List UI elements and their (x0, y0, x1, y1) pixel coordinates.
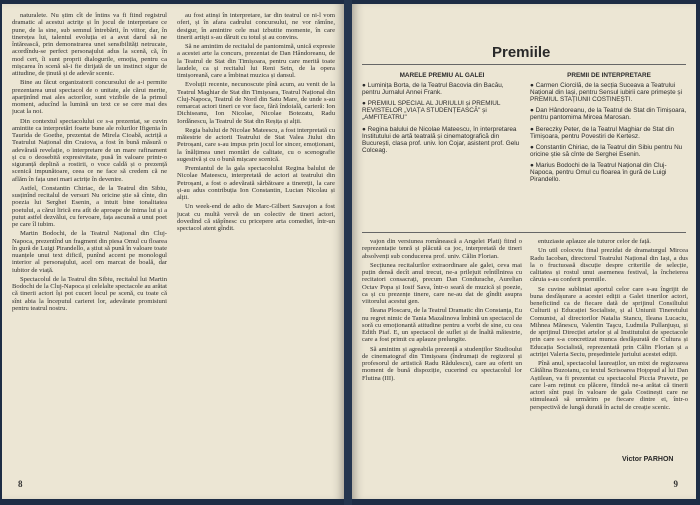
paragraph: Evoluții recente, necunoscute pînă acum, au venit de la Teatrul Maghiar de Stat din Timișoara, Teatrul Național din Cluj-Napoca, Teatrul de Nord din Satu Mare, de unde s-au remarcat actori tineri ce vor face, fără îndoială, carieră: Ion Dichiseanu, Ion Nicolae, Nicolae Botezatu, Radu Iordănescu, la Teatrul de Stat din Reșița și alții. (177, 81, 335, 125)
paragraph: Din contextul spectacolului ce s-a prezentat, se cuvin amintite ca interpretări foarte bune ale rolurilor Ifigenia în Taurida de Goethe, prezentat de Mirela Cioabă, actriță a Teatrului Național din Craiova, a fost în bună măsură o adevărată revelație, o interpretare de un mare rafinament și cu o deosebită expresivitate, pusă în valoare printr-o siguranță deplină a rostirii, o voce caldă și o prezență scenică impunătoare, ceea ce ne face să credem că ne aflăm în fața unei mari actrițe în devenire. (12, 117, 167, 183)
award-item: ● Bereczky Peter, de la Teatrul Maghiar de Stat din Timișoara, pentru Povestiri de Kertesz. (530, 125, 675, 140)
paragraph: Se cuvine subliniat aportul celor care s-au îngrijit de buna desfășurare a acestei ediții a Galei tinerilor actori, beneficiind ca de fiecare dată de sprijinul Consiliului Culturii și Educației Socialiste, și al Uniunii Tineretului Comunist, al directorilor Natalia Stancu, Ileana Lucaciu, Mihnea Mănescu, Valentin Taşcu, Ludmila Pullanjușu, și de sprijinul Direcției artelor și al Institutului de spectacole prin care s-a concretizat munca desfășurată de Cultura și Educația Socialistă, reprezentată prin Călin Florian și a actriței Valeria Seciu, președintele juriului acestei ediții. (530, 285, 688, 358)
bullet-icon: ● (530, 107, 536, 115)
award-item: ● Marius Bodochi de la Teatrul Național din Cluj-Napoca, pentru Omul cu floarea în gură de Luigi Pirandello. (530, 161, 667, 184)
paragraph: Secțiunea recitalurilor extraordinare ale galei, ceva mai puțin densă decît anul trecut, ne-a prilejuit reîntîlnirea cu recitatori consacrați, precum Dan Condurache, Aurelian Octav Popa și Iosif Sava, într-o seară de muzică și poezie, ca și cu prezențe tinere, care ne-au dat de gîndit asupra viitorului acestui gen. (362, 261, 522, 305)
paragraph: Să ne amintim de recitalul de pantomimă, unică expresie a acestei arte la concurs, prezentat de Dan Hândoreanu, de la Teatrul de Stat din Timișoara, pentru care merită toate laudele, ca și recitalul lui Reni Sein, de la opera timișoreană, care a îmbinat muzica și dansul. (177, 43, 335, 79)
award-item: ● PREMIUL SPECIAL AL JURIULUI și PREMIUL REVISTELOR „VIAȚA STUDENȚEASCĂ" și „AMFITEATRU" (362, 100, 501, 122)
award-item: ● Regina balului de Nicolae Mateescu, în interpretarea Institutului de artă teatrală și cinematografică din București, clasa prof. univ. Ion Cojar, asistent prof. Gelu Colceag. (362, 125, 520, 154)
paragraph: Pînă anul, spectacolul laureaților, un mixt de regizoarea Cătălina Buzoianu, cu textul Scrisoarea Hoţopud al lui Dan Aștilean, va fi prezentat cu spectacolul Piccia Pravetz, pe care l-am reținut cu plăcere, fiindcă ne-a arătat că tinerii actori sînt puși în valoare de gala Costinești care ne stimulează să urmărim pe fiecare dintre ei, într-o perspectivă de lungă durată în actul de creație scenic. (530, 360, 688, 411)
bullet-icon: ● (362, 125, 368, 133)
paragraph: Premiantul de la gala spectacolului Regina balului de Nicolae Mateescu, interpretată de actori ai teatrului din Petroșani, a fost o adevărată sărbătoare a tinereții, la care și-au adus contribuția Ion Constantin, Lucian Nicolau și alții. (177, 165, 335, 201)
right-page (352, 4, 696, 499)
awards-left-block (362, 72, 522, 158)
bullet-icon: ● (530, 161, 536, 169)
right-page-column-2 (530, 238, 688, 450)
bullet-icon: ● (530, 82, 536, 90)
title-rule (362, 64, 686, 65)
binding-gutter (344, 0, 352, 505)
award-heading-grand-prize: MARELE PREMIU AL GALEI (399, 72, 485, 79)
paragraph: Bine au făcut organizatorii concursului de a-i permite prezentarea unui spectacol de o unitate, ale cărui merite, aparținînd mai ales actorilor, sunt vizibile de la primul moment, aducînd la lumină un text ce se cere mai des jucat la noi. (12, 79, 167, 116)
paragraph: au fost atinși în interpretare, iar din teatrul ce ni-l vom oferi, și în afara cadrului concursului, ne vor rămîne, desigur, în amintire cele mai izbutite momente, în care tinerii artiști s-au dăruit cu totul și au convins. (177, 12, 335, 41)
paragraph: vajon din versiunea românească a Angelei Plati) fiind o reprezentație tenră și plăcută ca joc, interpretată de tineri absolvenți sub conducerea prof. univ. Călin Florian. (362, 238, 522, 260)
bullet-icon: ● (530, 125, 536, 133)
paragraph: Martin Bodochi, de la Teatrul Național din Cluj-Napoca, prezentînd un fragment din piesa Omul cu floarea în gură de Luigi Pirandello, a știut să pună în valoare toate nuanțele unui text dificil, punînd accent pe monologul interior al personajului, acel om marcat de boală, dar iubitor de viață. (12, 230, 167, 274)
right-page-column-1 (362, 238, 522, 468)
left-page (2, 4, 344, 499)
author-signature: Victor PARHON (622, 456, 674, 463)
paragraph: naturalete. Nu știm cît de întins va fi fiind registrul dramatic al acestui actriţe și în jocul de interpretare ce pune, de la sine, sub semnul întrebării, în viitor, dar, în tinerețea lui, talentul evoluția ei a avut darul să ne întărească, prin demonstrarea unei sensibilități netrucate, acordîndu-se perfect personajului adus la scenă, că, în mod cert, îi sunt proprii dialogurile, emoția, pentru ca mișcarea în scenă să-i fie dirijată de un instinct sigur de atitudine, de ținută și de adevăr scenic. (12, 12, 167, 77)
bullet-icon: ● (362, 100, 368, 108)
bullet-icon: ● (530, 143, 536, 151)
section-rule (362, 232, 686, 233)
paragraph: Spectacolul de la Teatrul din Sibiu, recitalul lui Martin Bodochi de la Cluj-Napoca și celelalte spectacole au arătat că tinerii actori își pot cuceri locul pe scenă, cu toate că sînt abia la începutul carierei lor, adevărate promisiuni pentru teatrul nostru. (12, 275, 167, 312)
award-item: ● Constantin Chiriac, de la Teatrul din Sibiu pentru Nu oricine știe să cînte de Serghei Esenin. (530, 143, 683, 158)
award-item: ● Dan Hândoreanu, de la Teatrul de Stat din Timișoara, pentru pantomima Mircea Marosan. (530, 107, 687, 122)
bullet-icon: ● (362, 82, 368, 90)
page-number-left: 8 (18, 479, 23, 489)
page-number-right: 9 (673, 479, 678, 489)
paragraph: Să amintim și agreabila prezență a studenților Studioului de cinematograf din Timișoara (îndrumați de regizorul și profesorul de artistică Radu Rădulescu), care au oferit un moment de bună dispoziție, cucerind cu spectacolul lor Flutina (III). (362, 345, 522, 382)
page-title: Premiile (492, 44, 551, 61)
award-heading-interpretation: PREMII DE INTERPRETARE (567, 72, 651, 79)
paragraph: Un util colocviu final prezidat de dramaturgul Mircea Radu Iacoban, directorul Teatrului Național din Iași, a dus la o fructuoasă discuție despre criteriile de selecție, calitatea și rostul unui asemenea festival, la încheierea căruia s-au conferit premiile. (530, 247, 688, 284)
awards-right-block (530, 72, 688, 187)
paragraph: Astfel, Constantin Chiriac, de la Teatrul din Sibiu, susținînd recitalul de versuri Nu oricine știe să cînte, din poezia lui Serghei Esenin, a intuit bine tonalitatea poetului, a cărui lirică era atît de aproape de inima lui și a putut astfel dezvălui, cu fervoare, fața ascunsă a unui poet pe care îl iubim. (12, 184, 167, 228)
award-item: ● Luminița Borta, de la Teatrul Bacovia din Bacău, pentru Jurnalul Annei Frank. (362, 82, 504, 97)
left-page-column-1 (12, 12, 167, 467)
left-page-column-2 (177, 12, 335, 467)
paragraph: Regia balului de Nicolae Mateescu, a fost interpretată cu măiestrie de actorii Teatrului de Stat Valea Jiului din Petroșani, care s-au impus prin jocul lor sincer, emoționant, la înălțimea unei montări de calitate, cu o scenografie sugestivă și cu o bună mișcare scenică. (177, 126, 335, 163)
paragraph: Un week-end de adio de Marc-Gilbert Sauvajon a fost jucat cu multă vervă de un colectiv de tineri actori, dovedind că stăpînesc cu pricepere arta comediei, într-un spectacol atent gîndit. (177, 203, 335, 232)
paragraph: Ileana Ploscaru, de la Teatrul Dramatic din Constanța, Eu nu regret nimic de Tania Mazalinova îmbină un spectacol de soră cu emoționantă atitudine pentru a vorbi de sine, cu cea Edith Piaf. E, un spectacol de suflet și de înaltă măiestrie, care a fost primit cu aplauze prelungite. (362, 307, 522, 344)
award-item: ● Carmen Ciorcilă, de la secția Suceava a Teatrului Național din Iași, pentru Sensul iubirii care primește și PREMIUL STAȚIUNII COSTINEȘTI. (530, 82, 683, 104)
paragraph: entuziaste aplauze ale tuturor celor de față. (538, 238, 651, 245)
